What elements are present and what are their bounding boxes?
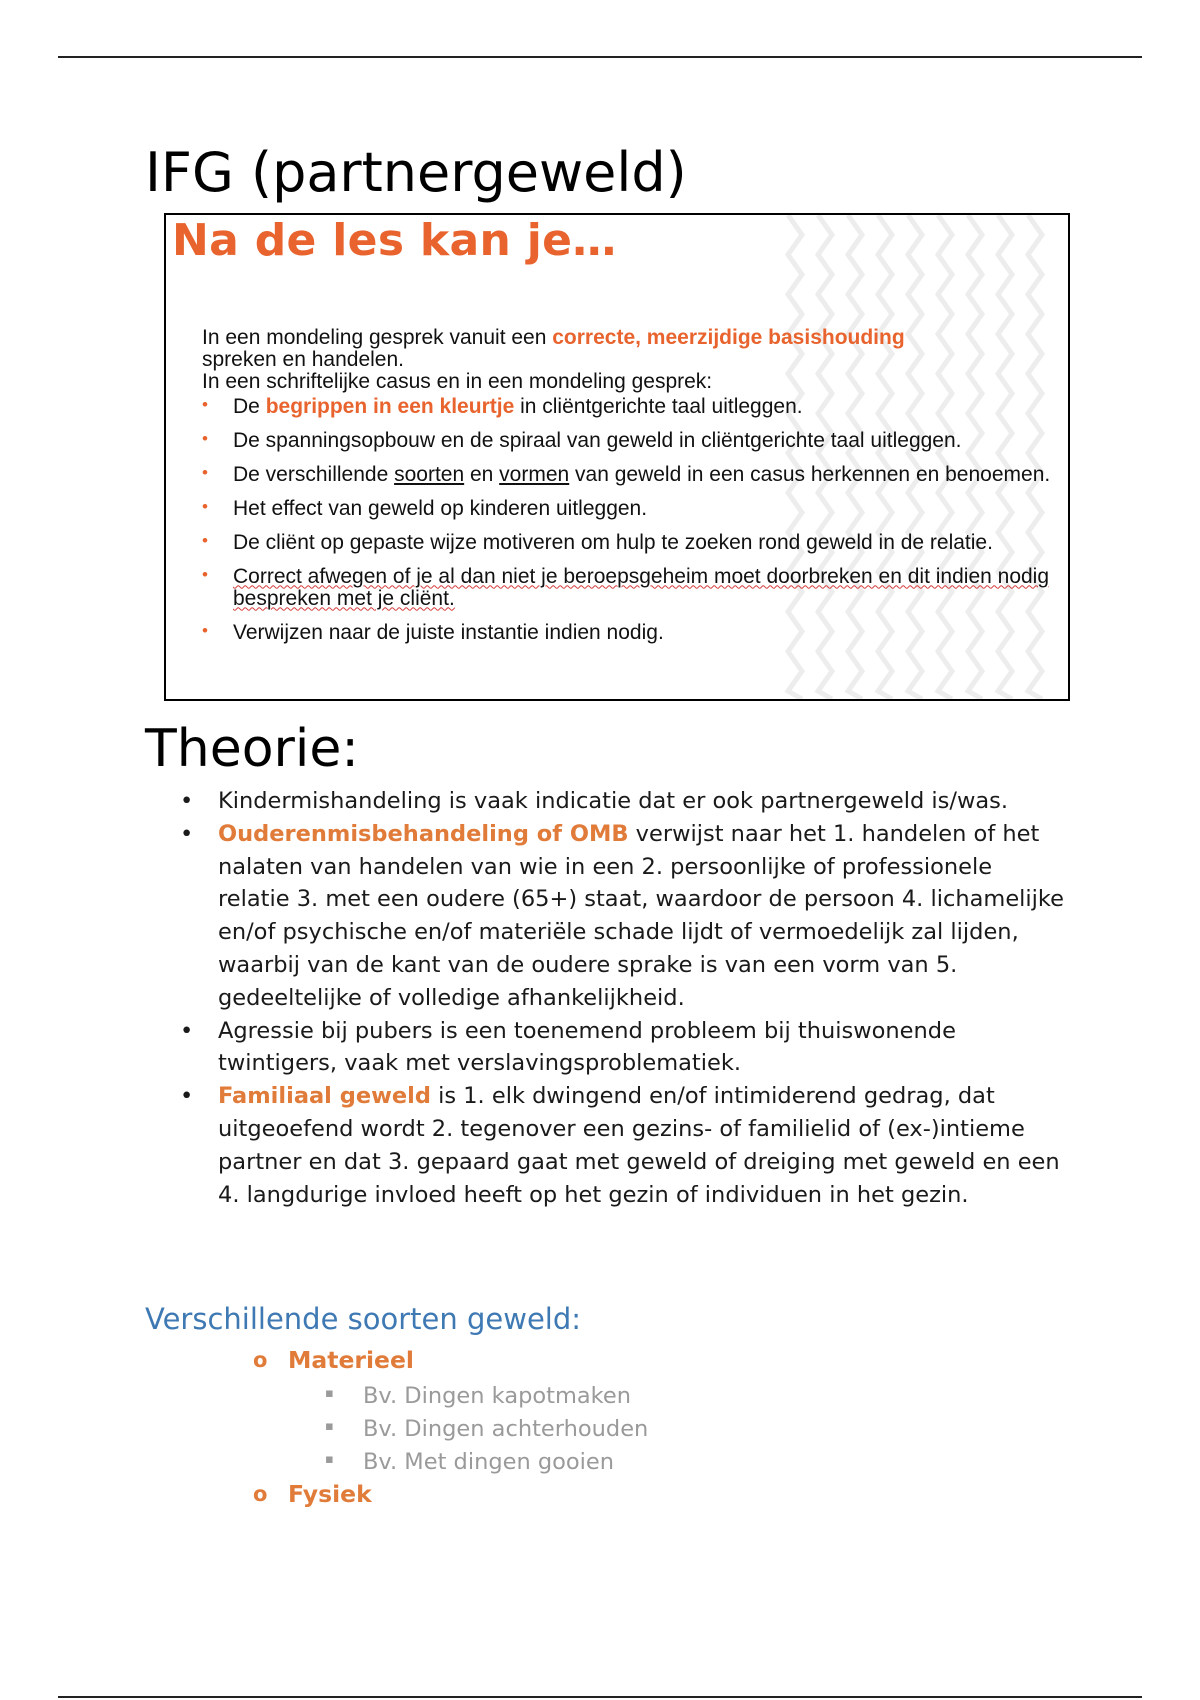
- slide-highlight: correcte, meerzijdige basishouding: [552, 326, 905, 349]
- slide-bullet: •: [202, 429, 208, 449]
- slide-bullet: •: [202, 497, 208, 517]
- bullet: •: [180, 1017, 194, 1044]
- bullet: •: [180, 1083, 194, 1110]
- example-text: Bv. Dingen kapotmaken: [363, 1383, 632, 1409]
- slide-list-item: [202, 622, 1070, 644]
- theorie-heading: Theorie:: [145, 719, 359, 779]
- theorie-text: Agressie bij pubers is een toenemend probleem bij thuiswonende twintigers, vaak met verslavingsproblematiek.: [218, 1017, 956, 1077]
- slide-bullet: •: [202, 621, 208, 641]
- sub-item-label: Fysiek: [288, 1480, 372, 1508]
- slide-text: De spanningsopbouw en de spiraal van geweld in cliëntgerichte taal uitleggen.: [233, 429, 962, 453]
- slide-intro-line: [202, 327, 1070, 349]
- slide-bullet: •: [202, 463, 208, 483]
- slide-underlined: vormen: [499, 463, 570, 487]
- slide-text: Verwijzen naar de juiste instantie indien nodig.: [233, 621, 664, 645]
- sub-item-label: Materieel: [288, 1346, 414, 1374]
- slide-bullet: •: [202, 531, 208, 551]
- slide-text: en: [464, 463, 500, 487]
- slide-list-item: [202, 566, 1070, 610]
- slide-list-item: [202, 464, 1070, 486]
- sub-bullet: o: [253, 1348, 268, 1372]
- theorie-item: [180, 1015, 1070, 1081]
- square-bullet: ▪: [325, 1386, 334, 1401]
- header-rule: [58, 56, 1142, 58]
- sub-bullet: o: [253, 1482, 268, 1506]
- slide-objectives-list: [202, 396, 1070, 644]
- bullet: •: [180, 820, 194, 847]
- slide-text: Correct afwegen of je al dan niet je beroepsgeheim moet doorbreken en dit indien nodig bespreken met je cliënt.: [233, 565, 1050, 611]
- slide-text: In een mondeling gesprek vanuit een: [202, 326, 553, 349]
- example-text: Bv. Met dingen gooien: [363, 1449, 615, 1475]
- slide-text: De verschillende: [233, 463, 395, 487]
- theorie-text: Kindermishandeling is vaak indicatie dat er ook partnergeweld is/was.: [218, 788, 1009, 814]
- slide-list-item: [202, 532, 1070, 554]
- slide-list-item: [202, 430, 1070, 452]
- slide-bullet: •: [202, 395, 208, 415]
- square-bullet: ▪: [325, 1419, 334, 1434]
- slide-intro-line: spreken en handelen.: [202, 348, 404, 372]
- term-highlight: Familiaal geweld: [218, 1083, 431, 1110]
- slide-intro-line: In een schriftelijke casus en in een mondeling gesprek:: [202, 370, 713, 394]
- slide-text: De: [233, 395, 266, 419]
- theorie-text: is 1. elk dwingend en/of intimiderend gedrag, dat uitgeoefend wordt 2. tegenover een gezins- of familielid of (ex-)intieme partner en dat 3. gepaard gaat met geweld of dreiging met geweld en een 4. langdurige invloed heeft op het gezin of individuen in het gezin.: [218, 1083, 1060, 1208]
- slide-text: De cliënt op gepaste wijze motiveren om hulp te zoeken rond geweld in de relatie.: [233, 531, 993, 555]
- slide-image: [164, 213, 1070, 701]
- slide-list-item: [202, 498, 1070, 520]
- slide-underlined: soorten: [394, 463, 465, 487]
- theorie-item: [180, 785, 1070, 818]
- slide-highlight: begrippen in een kleurtje: [265, 395, 515, 419]
- example-text: Bv. Dingen achterhouden: [363, 1416, 649, 1442]
- square-bullet: ▪: [325, 1452, 334, 1467]
- slide-bullet: •: [202, 565, 208, 585]
- slide-text: Het effect van geweld op kinderen uitleggen.: [233, 497, 648, 521]
- theorie-item: [180, 1080, 1070, 1211]
- slide-heading: Na de les kan je…: [172, 215, 617, 266]
- soorten-heading: Verschillende soorten geweld:: [145, 1302, 582, 1336]
- footer-rule: [58, 1696, 1142, 1698]
- page-title: IFG (partnergeweld): [145, 141, 687, 204]
- theorie-item: [180, 818, 1070, 1015]
- term-highlight: Ouderenmisbehandeling of OMB: [218, 820, 629, 847]
- slide-text: in cliëntgerichte taal uitleggen.: [514, 395, 803, 419]
- theorie-text: verwijst naar het 1. handelen of het nalaten van handelen van wie in een 2. persoonlijke of professionele relatie 3. met een oudere (65+) staat, waardoor de persoon 4. lichamelijke en/of psychische en/of materiële schade lijdt of vermoedelijk zal lijden, waarbij van de kant van de oudere sprake is van een vorm van 5. gedeeltelijke of volledige afhankelijkheid.: [218, 820, 1064, 1011]
- slide-list-item: [202, 396, 1070, 418]
- theorie-list: [180, 785, 1070, 1211]
- slide-text: van geweld in een casus herkennen en benoemen.: [569, 463, 1051, 487]
- bullet: •: [180, 788, 194, 814]
- slide-body: [202, 327, 1070, 645]
